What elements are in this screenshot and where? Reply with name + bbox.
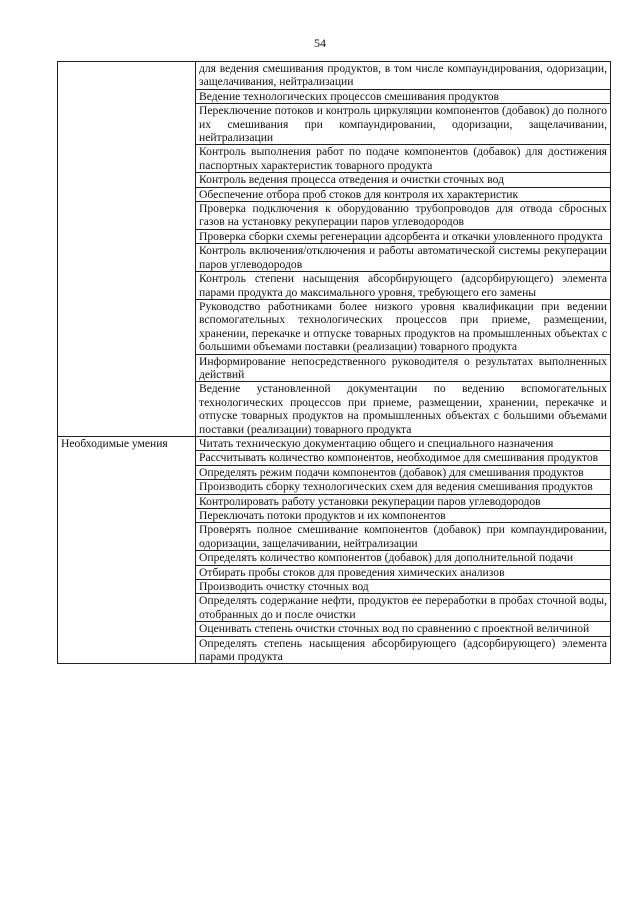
table-cell: Определять режим подачи компонентов (добавок) для смешивания продуктов: [196, 465, 611, 479]
table-cell: Проверка подключения к оборудованию трубопроводов для отвода сбросных газов на установку рекуперации паров углеводородов: [196, 202, 611, 230]
table-cell: Определять содержание нефти, продуктов ее переработки в пробах сточной воды, отобранных до и после очистки: [196, 594, 611, 622]
table-cell: Читать техническую документацию общего и специального назначения: [196, 436, 611, 450]
table-cell: для ведения смешивания продуктов, в том числе компаундирования, одоризации, защелачивания, нейтрализации: [196, 62, 611, 90]
competency-table: [57, 61, 611, 664]
table-row: [58, 62, 611, 90]
page-number: 54: [314, 36, 326, 50]
table-cell: Контроль ведения процесса отведения и очистки сточных вод: [196, 173, 611, 187]
table-cell: Производить сборку технологических схем для ведения смешивания продуктов: [196, 480, 611, 494]
table-cell: Контроль включения/отключения и работы автоматической системы рекуперации паров углеводородов: [196, 244, 611, 272]
table-cell: Рассчитывать количество компонентов, необходимое для смешивания продуктов: [196, 451, 611, 465]
table-cell: Отбирать пробы стоков для проведения химических анализов: [196, 565, 611, 579]
table-cell: Оценивать степень очистки сточных вод по сравнению с проектной величиной: [196, 622, 611, 636]
table-cell: Проверять полное смешивание компонентов (добавок) при компаундировании, одоризации, защелачивании, нейтрализации: [196, 523, 611, 551]
section-label: Необходимые умения: [58, 436, 196, 664]
table-cell: Переключение потоков и контроль циркуляции компонентов (добавок) до полного их смешивания при компаундировании, одоризации, защелачивании, нейтрализации: [196, 104, 611, 145]
table-cell: Ведение технологических процессов смешивания продуктов: [196, 89, 611, 103]
table-cell: Определять степень насыщения абсорбирующего (адсорбирующего) элемента парами продукта: [196, 636, 611, 664]
section-label: [58, 62, 196, 437]
table-cell: Проверка сборки схемы регенерации адсорбента и откачки уловленного продукта: [196, 229, 611, 243]
table-cell: Производить очистку сточных вод: [196, 580, 611, 594]
table-cell: Определять количество компонентов (добавок) для дополнительной подачи: [196, 551, 611, 565]
table-cell: Переключать потоки продуктов и их компонентов: [196, 509, 611, 523]
table-cell: Ведение установленной документации по ведению вспомогательных технологических процессов при приеме, размещении, хранении, перекачке и отпуске товарных продуктов на промышленных объектах с большими объемами поставки (реализации) товарного продукта: [196, 382, 611, 437]
table-cell: Информирование непосредственного руководителя о результатах выполненных действий: [196, 354, 611, 382]
table-cell: Контроль степени насыщения абсорбирующего (адсорбирующего) элемента парами продукта до максимального уровня, требующего его замены: [196, 272, 611, 300]
table-cell: Руководство работниками более низкого уровня квалификации при ведении вспомогательных технологических процессов при приеме, размещении, хранении, перекачке и отпуске товарных продуктов на промышленных объектах с большими объемами поставки (реализации) товарного продукта: [196, 299, 611, 354]
table-cell: Контроль выполнения работ по подаче компонентов (добавок) для достижения паспортных характеристик товарного продукта: [196, 145, 611, 173]
table-cell: Обеспечение отбора проб стоков для контроля их характеристик: [196, 187, 611, 201]
table-cell: Контролировать работу установки рекуперации паров углеводородов: [196, 494, 611, 508]
table-row: [58, 436, 611, 450]
